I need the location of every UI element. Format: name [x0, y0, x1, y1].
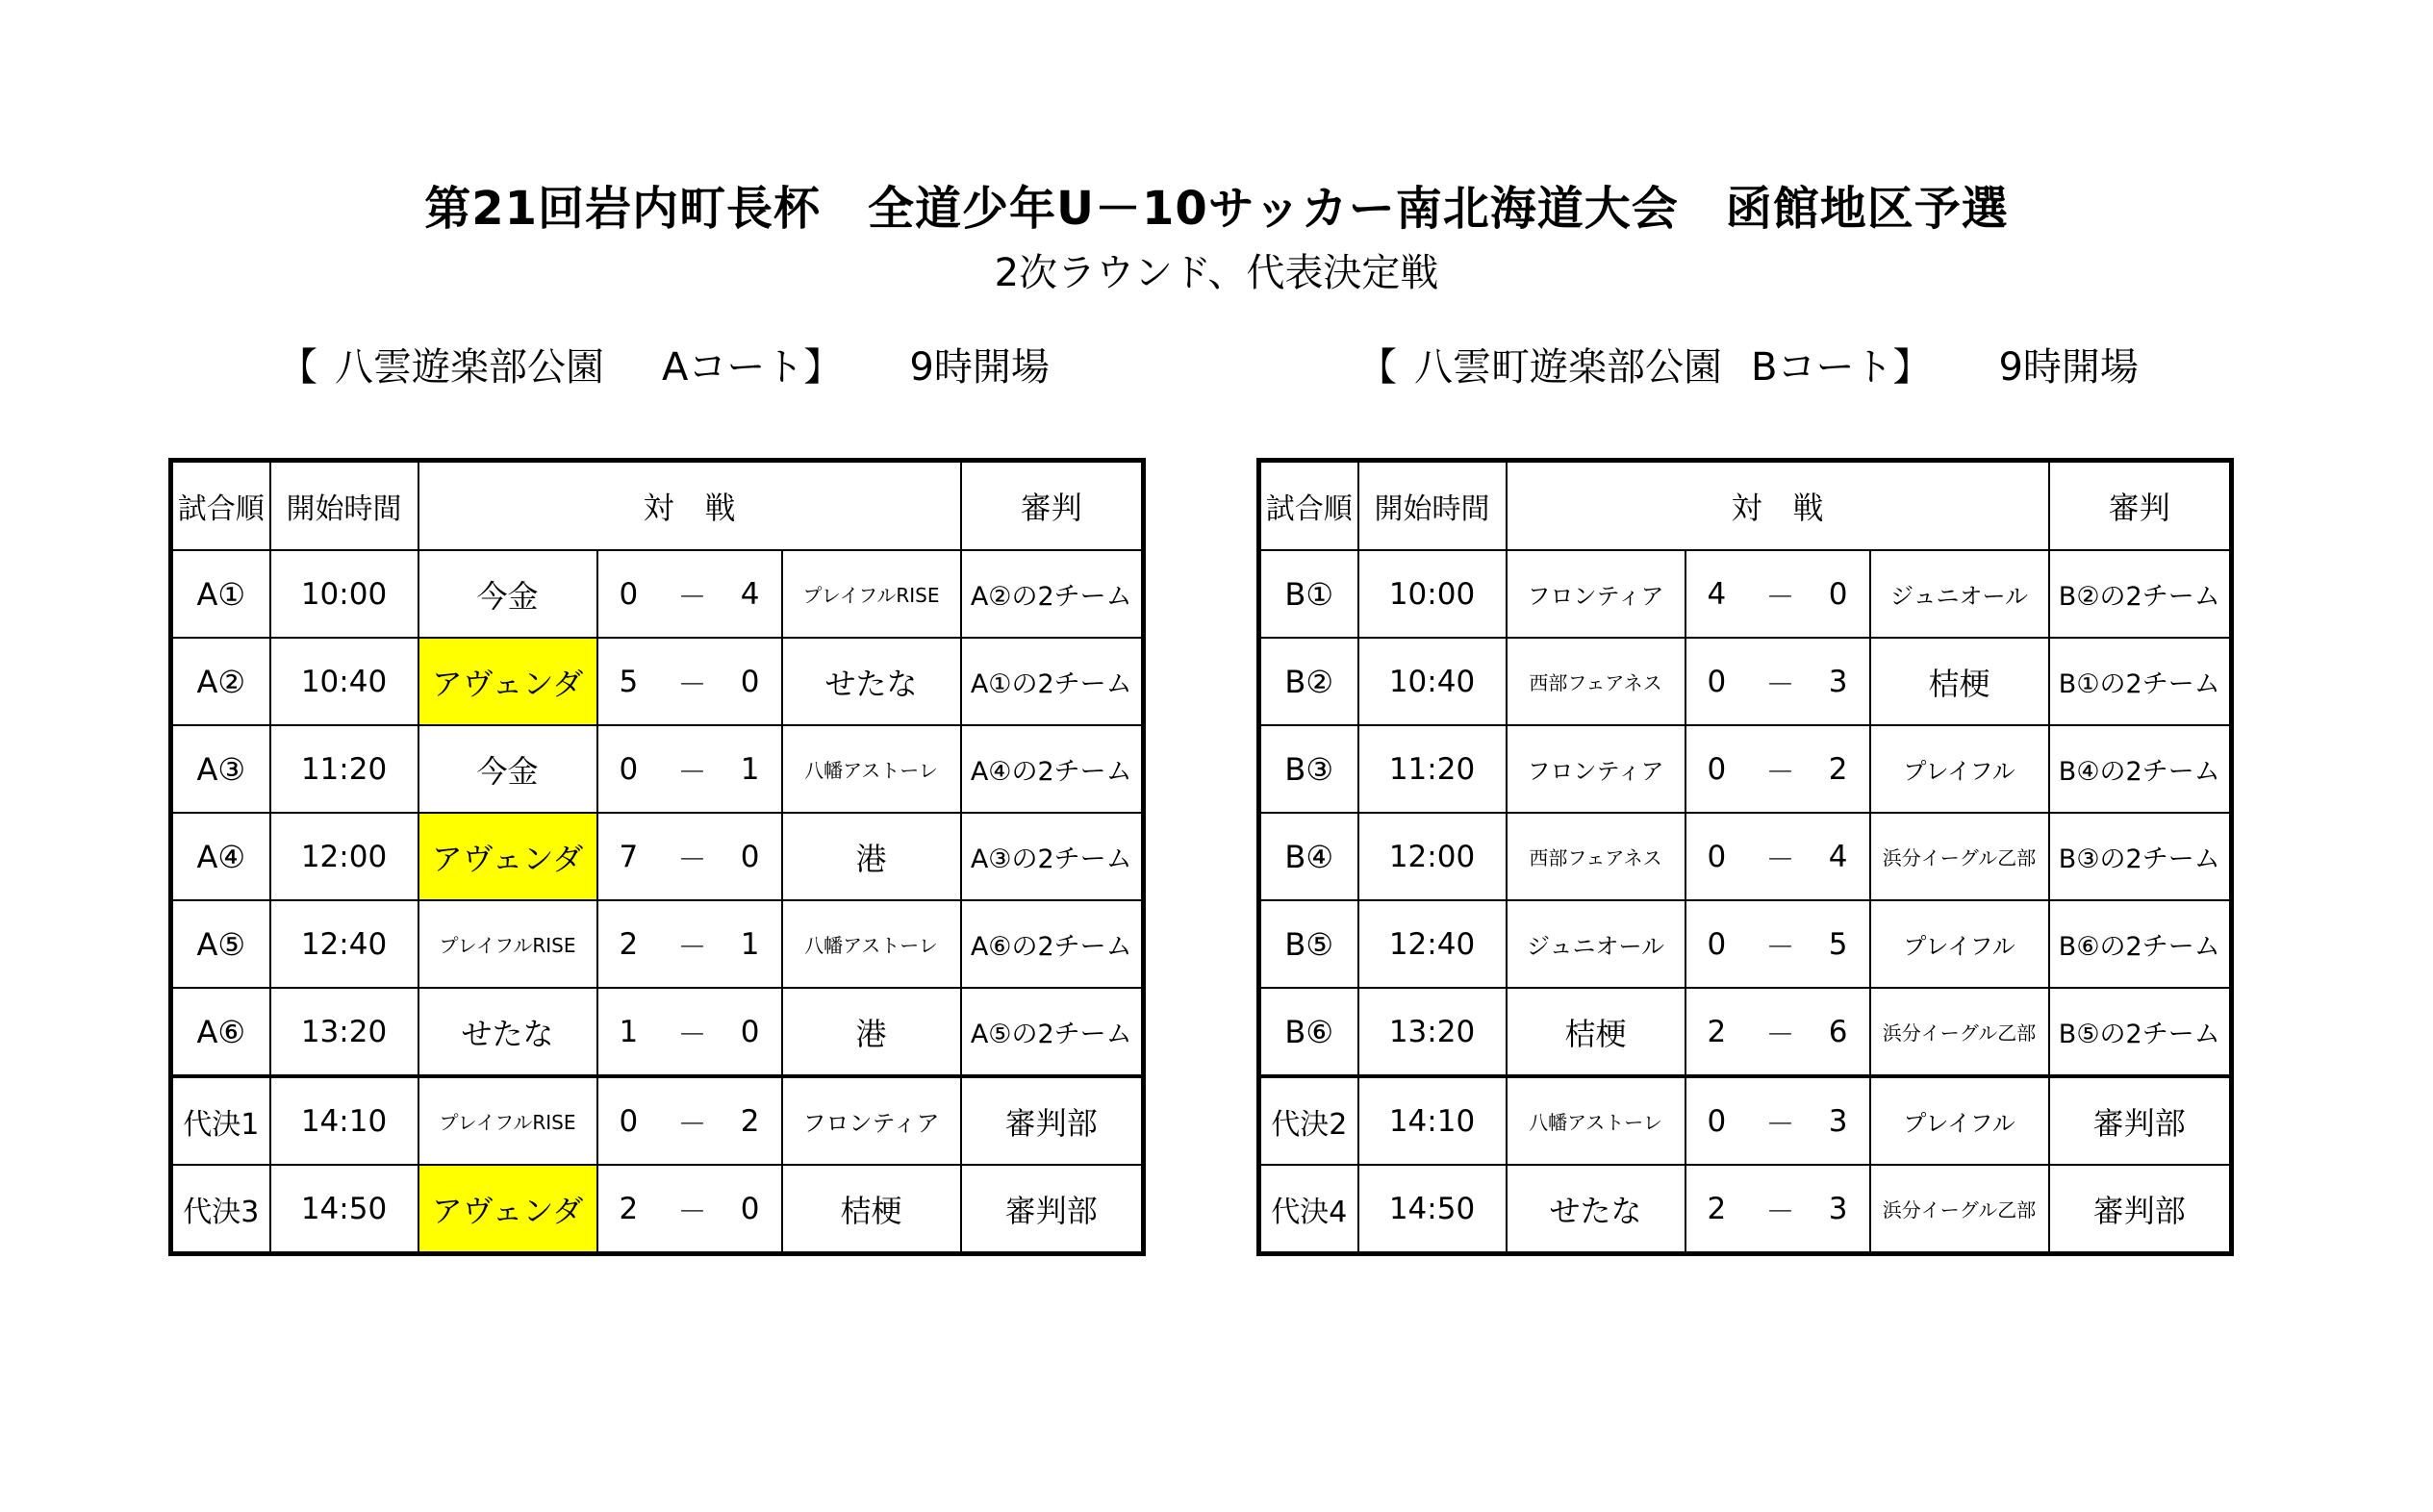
header-time: 開始時間 — [270, 461, 418, 551]
score-dash: － — [1751, 1076, 1811, 1165]
match-time: 10:00 — [270, 550, 418, 638]
table-row — [171, 638, 1144, 725]
away-team: プレイフル — [1870, 725, 2049, 813]
match-order: A② — [171, 638, 270, 725]
match-time: 13:20 — [270, 988, 418, 1076]
table-header-row — [1259, 461, 2232, 551]
score-dash: － — [663, 550, 722, 638]
table-row — [1259, 725, 2232, 813]
away-team: フロンティア — [782, 1076, 961, 1165]
away-team: プレイフルRISE — [782, 550, 961, 638]
referee: B②の2チーム — [2049, 550, 2232, 638]
home-score: 0 — [1685, 638, 1751, 725]
match-order: B③ — [1259, 725, 1358, 813]
away-team: 八幡アストーレ — [782, 725, 961, 813]
score-dash: － — [1751, 988, 1811, 1076]
header-match: 対 戦 — [1507, 461, 2049, 551]
referee: B③の2チーム — [2049, 813, 2232, 900]
score-dash: － — [663, 988, 722, 1076]
table-row — [1259, 550, 2232, 638]
court-b-heading — [1358, 337, 2139, 391]
away-team: 浜分イーグル乙部 — [1870, 988, 2049, 1076]
header-match: 対 戦 — [418, 461, 961, 551]
court-a-open-time: 9時開場 — [909, 345, 1050, 390]
match-order: A① — [171, 550, 270, 638]
match-time: 14:50 — [1358, 1165, 1507, 1254]
score-dash: － — [663, 725, 722, 813]
referee: 審判部 — [961, 1076, 1144, 1165]
away-team: 桔梗 — [1870, 638, 2049, 725]
match-order: A⑥ — [171, 988, 270, 1076]
away-team: 桔梗 — [782, 1165, 961, 1254]
table-row — [1259, 900, 2232, 988]
court-a-bracket: 【 — [279, 345, 317, 390]
match-time: 14:50 — [270, 1165, 418, 1254]
home-team-highlighted: アヴェンダ — [418, 638, 597, 725]
away-score: 1 — [722, 725, 782, 813]
referee: 審判部 — [2049, 1165, 2232, 1254]
home-score: 4 — [1685, 550, 1751, 638]
court-a-name: Aコート】 — [662, 345, 843, 390]
table-row — [1259, 1076, 2232, 1165]
match-order: B④ — [1259, 813, 1358, 900]
match-time: 10:40 — [270, 638, 418, 725]
court-a-venue: 八雲遊楽部公園 — [335, 345, 604, 390]
away-team: 浜分イーグル乙部 — [1870, 813, 2049, 900]
table-row — [171, 550, 1144, 638]
home-team: せたな — [1507, 1165, 1685, 1254]
home-team: ジュニオール — [1507, 900, 1685, 988]
match-time: 11:20 — [1358, 725, 1507, 813]
home-score: 5 — [597, 638, 663, 725]
court-b-venue: 八雲町遊楽部公園 — [1414, 345, 1722, 390]
score-dash: － — [1751, 638, 1811, 725]
away-score: 0 — [722, 1165, 782, 1254]
table-row — [1259, 988, 2232, 1076]
match-time: 12:40 — [1358, 900, 1507, 988]
referee: B⑤の2チーム — [2049, 988, 2232, 1076]
home-score: 2 — [1685, 1165, 1751, 1254]
header-referee: 審判 — [961, 461, 1144, 551]
match-time: 12:40 — [270, 900, 418, 988]
header-order: 試合順 — [1259, 461, 1358, 551]
away-team: 八幡アストーレ — [782, 900, 961, 988]
away-score: 0 — [722, 988, 782, 1076]
table-row — [1259, 638, 2232, 725]
match-order: 代決2 — [1259, 1076, 1358, 1165]
home-team: 西部フェアネス — [1507, 813, 1685, 900]
home-score: 0 — [597, 1076, 663, 1165]
score-dash: － — [1751, 550, 1811, 638]
match-time: 14:10 — [1358, 1076, 1507, 1165]
match-order: B⑤ — [1259, 900, 1358, 988]
away-team: 浜分イーグル乙部 — [1870, 1165, 2049, 1254]
score-dash: － — [663, 638, 722, 725]
away-score: 3 — [1811, 1165, 1870, 1254]
score-dash: － — [1751, 1165, 1811, 1254]
court-b-open-time: 9時開場 — [1998, 345, 2139, 390]
referee: A①の2チーム — [961, 638, 1144, 725]
header-order: 試合順 — [171, 461, 270, 551]
match-order: B⑥ — [1259, 988, 1358, 1076]
away-score: 0 — [722, 638, 782, 725]
home-score: 7 — [597, 813, 663, 900]
home-score: 0 — [597, 550, 663, 638]
schedule-table-court-a — [168, 458, 1146, 1256]
page-subtitle: 2次ラウンド、代表決定戦 — [994, 251, 1439, 295]
court-b-bracket: 【 — [1358, 345, 1397, 390]
table-row — [171, 988, 1144, 1076]
referee: A③の2チーム — [961, 813, 1144, 900]
score-dash: － — [663, 1165, 722, 1254]
home-team: 西部フェアネス — [1507, 638, 1685, 725]
match-time: 11:20 — [270, 725, 418, 813]
match-time: 14:10 — [270, 1076, 418, 1165]
away-team: 港 — [782, 813, 961, 900]
home-score: 0 — [1685, 813, 1751, 900]
away-team: プレイフル — [1870, 900, 2049, 988]
table-row — [171, 813, 1144, 900]
home-team: プレイフルRISE — [418, 900, 597, 988]
home-score: 2 — [1685, 988, 1751, 1076]
match-order: A④ — [171, 813, 270, 900]
court-b-name: Bコート】 — [1751, 345, 1932, 390]
score-dash: － — [663, 900, 722, 988]
table-row — [171, 725, 1144, 813]
away-score: 4 — [722, 550, 782, 638]
home-score: 0 — [597, 725, 663, 813]
referee: A⑥の2チーム — [961, 900, 1144, 988]
referee: 審判部 — [2049, 1076, 2232, 1165]
away-score: 2 — [722, 1076, 782, 1165]
away-team: ジュニオール — [1870, 550, 2049, 638]
score-dash: － — [1751, 725, 1811, 813]
referee: A④の2チーム — [961, 725, 1144, 813]
score-dash: － — [663, 1076, 722, 1165]
table-row — [1259, 813, 2232, 900]
home-team: 桔梗 — [1507, 988, 1685, 1076]
score-dash: － — [1751, 813, 1811, 900]
table-row — [1259, 1165, 2232, 1254]
match-order: A⑤ — [171, 900, 270, 988]
home-score: 0 — [1685, 1076, 1751, 1165]
match-order: 代決3 — [171, 1165, 270, 1254]
home-score: 2 — [597, 900, 663, 988]
home-team: 八幡アストーレ — [1507, 1076, 1685, 1165]
court-a-heading — [279, 337, 1050, 391]
home-team: せたな — [418, 988, 597, 1076]
away-score: 0 — [722, 813, 782, 900]
referee: A⑤の2チーム — [961, 988, 1144, 1076]
match-time: 10:40 — [1358, 638, 1507, 725]
away-team: プレイフル — [1870, 1076, 2049, 1165]
referee: B⑥の2チーム — [2049, 900, 2232, 988]
match-time: 10:00 — [1358, 550, 1507, 638]
match-order: 代決1 — [171, 1076, 270, 1165]
away-score: 5 — [1811, 900, 1870, 988]
match-order: B① — [1259, 550, 1358, 638]
away-score: 1 — [722, 900, 782, 988]
table-row — [171, 1165, 1144, 1254]
home-score: 0 — [1685, 900, 1751, 988]
referee: A②の2チーム — [961, 550, 1144, 638]
home-team: フロンティア — [1507, 550, 1685, 638]
home-score: 0 — [1685, 725, 1751, 813]
home-team: フロンティア — [1507, 725, 1685, 813]
header-referee: 審判 — [2049, 461, 2232, 551]
match-order: B② — [1259, 638, 1358, 725]
match-order: A③ — [171, 725, 270, 813]
away-score: 4 — [1811, 813, 1870, 900]
score-dash: － — [1751, 900, 1811, 988]
referee: B①の2チーム — [2049, 638, 2232, 725]
match-time: 13:20 — [1358, 988, 1507, 1076]
home-team-highlighted: アヴェンダ — [418, 813, 597, 900]
home-team: 今金 — [418, 550, 597, 638]
home-team-highlighted: アヴェンダ — [418, 1165, 597, 1254]
away-score: 0 — [1811, 550, 1870, 638]
away-score: 6 — [1811, 988, 1870, 1076]
home-team: 今金 — [418, 725, 597, 813]
referee: 審判部 — [961, 1165, 1144, 1254]
away-team: せたな — [782, 638, 961, 725]
away-team: 港 — [782, 988, 961, 1076]
referee: B④の2チーム — [2049, 725, 2232, 813]
home-score: 2 — [597, 1165, 663, 1254]
table-header-row — [171, 461, 1144, 551]
header-time: 開始時間 — [1358, 461, 1507, 551]
away-score: 3 — [1811, 1076, 1870, 1165]
away-score: 3 — [1811, 638, 1870, 725]
away-score: 2 — [1811, 725, 1870, 813]
match-order: 代決4 — [1259, 1165, 1358, 1254]
page-title: 第21回岩内町長杯 全道少年U－10サッカー南北海道大会 函館地区予選 — [424, 182, 2009, 236]
schedule-table-court-b — [1256, 458, 2234, 1256]
home-score: 1 — [597, 988, 663, 1076]
table-row — [171, 900, 1144, 988]
home-team: プレイフルRISE — [418, 1076, 597, 1165]
score-dash: － — [663, 813, 722, 900]
match-time: 12:00 — [270, 813, 418, 900]
table-row — [171, 1076, 1144, 1165]
match-time: 12:00 — [1358, 813, 1507, 900]
